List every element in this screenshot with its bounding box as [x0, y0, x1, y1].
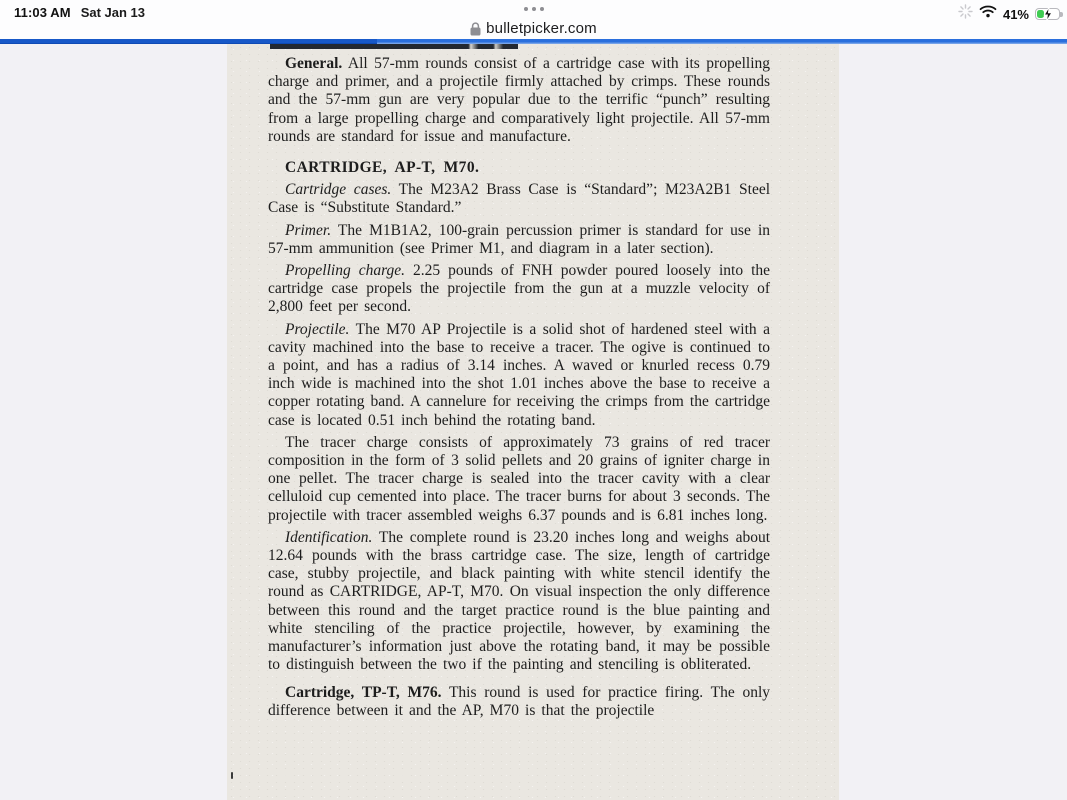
- web-content-area[interactable]: [0, 44, 1067, 800]
- paragraph: Cartridge cases. The M23A2 Brass Case is “Standard”; M23A2B1 Steel Case is “Substitute Standard.”: [268, 181, 771, 217]
- paragraph-lead: Cartridge cases.: [285, 181, 392, 199]
- status-date: Sat Jan 13: [80, 5, 146, 20]
- paragraph-lead: Identification.: [285, 528, 373, 546]
- status-time-date: [14, 5, 145, 20]
- lock-icon: [470, 22, 481, 36]
- battery-percent-label: 41%: [1002, 6, 1029, 22]
- paragraph: The tracer charge consists of approximately 73 grains of red tracer composition in the form of 3 solid pellets and 20 grains of igniter charge in one pellet. The tracer charge is sealed into the tracer cavity with a clear celluloid cup cemented into place. The tracer burns for about 3 seconds. The projectile with tracer assembled weighs 6.37 pounds and is 6.81 inches long.: [268, 433, 770, 524]
- browser-top-bar: [0, 0, 1067, 39]
- status-time: 11:03 AM: [14, 5, 71, 20]
- charging-bolt-icon: [1043, 7, 1053, 21]
- paragraph: Identification. The complete round is 23.20 inches long and weighs about 12.64 pounds with the brass cartridge case. The size, length of cartridge case, stubby projectile, and black painting with white stencil identify the round as CARTRIDGE, AP-T, M70. On visual inspection the only difference between this round and the target practice round is the blue painting and white stenciling of the practice projectile, however, by examining the manufacturer’s information just above the rotating band, it may be possible to distinguish between the two if the painting and stenciling is obliterated.: [268, 528, 770, 674]
- paragraph-lead: Propelling charge.: [285, 262, 406, 280]
- paragraph-lead: Projectile.: [285, 320, 350, 338]
- paragraph: General. All 57-mm rounds consist of a cartridge case with its propelling charge and primer, and a projectile firmly attached by crimps. These rounds and the 57-mm gun are very popular due to the terrific “punch” resulting from a large propelling charge and comparatively light projectile. All 57-mm rounds are standard for issue and manufacture.: [268, 55, 770, 145]
- progress-bar-loaded: [0, 39, 377, 44]
- battery-charging-icon: [1035, 8, 1060, 21]
- battery-tip: [1060, 12, 1063, 17]
- paragraph: Projectile. The M70 AP Projectile is a solid shot of hardened steel with a cavity machined into the base to receive a tracer. The ogive is continued to a point, and has a radius of 3.14 inches. A waved or knurled recess 0.79 inch wide is machined into the shot 1.01 inches above the base to receive a copper rotating band. A cannelure for receiving the crimps from the cartridge case is located 0.51 inch behind the rotating band.: [268, 320, 770, 429]
- progress-bar-track: [0, 39, 1067, 44]
- document-paragraphs: [268, 55, 770, 720]
- paragraph: Primer. The M1B1A2, 100-grain percussion primer is standard for use in 57-mm ammunition (see Primer M1, and diagram in a later section).: [268, 221, 771, 257]
- dot: [532, 7, 536, 11]
- dot: [540, 7, 544, 11]
- paragraph: Propelling charge. 2.25 pounds of FNH powder poured loosely into the cartridge case propels the projectile from the gun at a muzzle velocity of 2,800 feet per second.: [268, 262, 771, 316]
- paragraph: Cartridge, TP-T, M76. This round is used for practice firing. The only difference between it and the AP, M70 is that the projectile: [268, 683, 771, 719]
- more-dots-icon[interactable]: [524, 7, 544, 11]
- paragraph-lead: General.: [285, 55, 343, 72]
- dot: [524, 7, 528, 11]
- section-heading: CARTRIDGE, AP-T, M70.: [285, 159, 480, 177]
- address-bar[interactable]: [0, 20, 1067, 37]
- paragraph-lead: Primer.: [285, 221, 332, 239]
- scan-artifact: [231, 772, 233, 779]
- cropped-content-strip: [270, 44, 518, 49]
- address-domain: bulletpicker.com: [486, 20, 597, 37]
- paragraph-lead: Cartridge, TP-T, M76.: [285, 683, 442, 701]
- scanned-document-page: [227, 44, 839, 800]
